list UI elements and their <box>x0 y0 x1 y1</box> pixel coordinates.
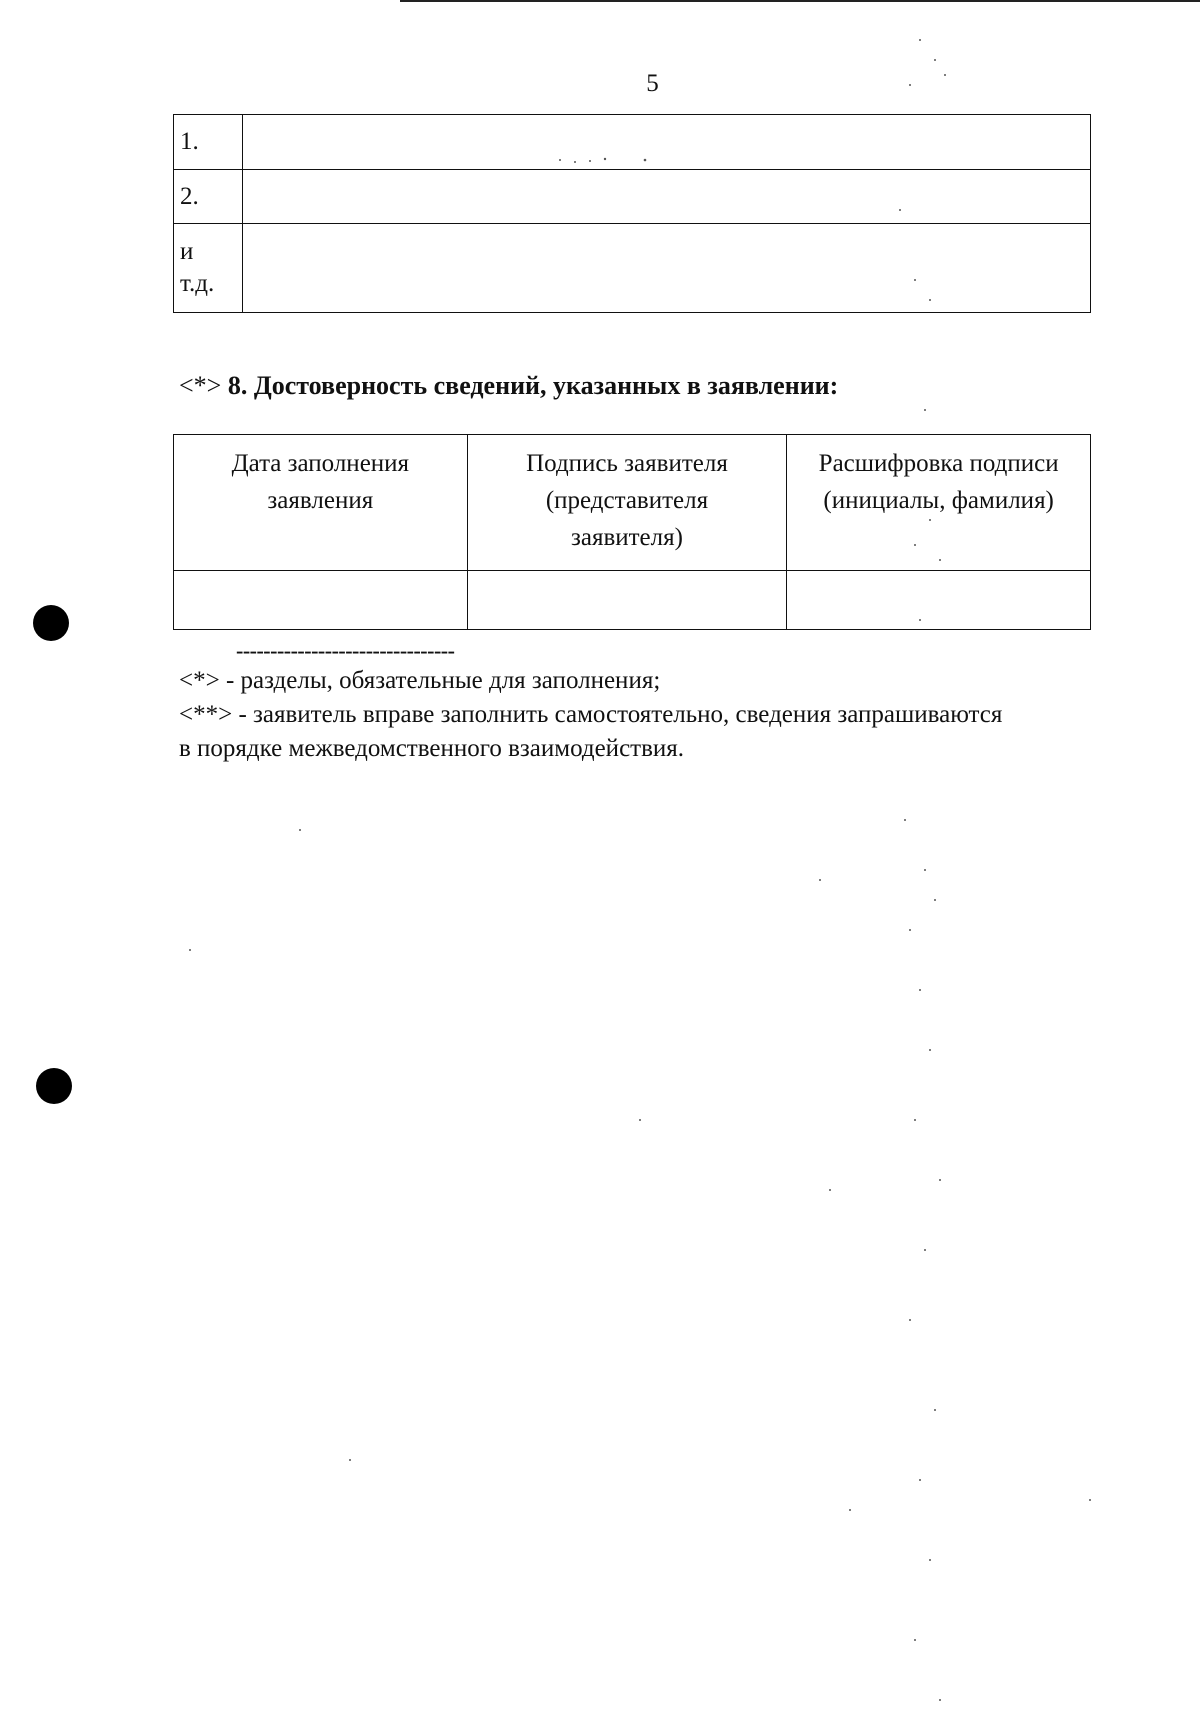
footnote-interagency-line: в порядке межведомственного взаимодействия. <box>179 735 685 762</box>
row-number-line: и <box>180 238 194 265</box>
items-table <box>173 114 1091 313</box>
fill-date-header <box>174 435 468 571</box>
table-row <box>174 224 1091 313</box>
header-line: заявления <box>267 487 374 514</box>
table-row <box>174 115 1091 170</box>
signature-table-header <box>174 435 1091 571</box>
footnotes <box>179 664 1139 766</box>
header-line: Подпись заявителя <box>526 450 728 477</box>
row-content-cell <box>243 170 1091 224</box>
footnote-required: <*> - разделы, обязательные для заполнения; <box>179 667 661 694</box>
signature-table <box>173 434 1091 630</box>
applicant-signature-cell[interactable] <box>467 571 787 630</box>
signature-entry-row <box>174 571 1091 630</box>
footnote-separator: -------------------------------- <box>236 638 455 663</box>
required-marker: <*> <box>179 371 222 400</box>
header-line: заявителя) <box>570 524 683 551</box>
page-number: 5 <box>646 70 659 97</box>
section-heading <box>179 371 838 401</box>
signature-decoding-cell[interactable] <box>787 571 1091 630</box>
row-number: 2. <box>174 170 243 224</box>
footnote-interagency-line: <**> - заявитель вправе заполнить самостоятельно, сведения запрашиваются <box>179 701 1003 728</box>
section-title: 8. Достоверность сведений, указанных в заявлении: <box>227 371 839 400</box>
applicant-signature-header <box>467 435 787 571</box>
punch-hole <box>36 1068 72 1104</box>
signature-decoding-header <box>787 435 1091 571</box>
row-content-cell <box>243 224 1091 313</box>
punch-hole <box>33 605 69 641</box>
header-line: (инициалы, фамилия) <box>823 487 1054 514</box>
header-line: Дата заполнения <box>231 450 410 477</box>
header-line: Расшифровка подписи <box>818 450 1059 477</box>
row-number <box>174 224 243 313</box>
fill-date-cell[interactable] <box>174 571 468 630</box>
scan-top-edge <box>400 0 1200 2</box>
table-row <box>174 170 1091 224</box>
row-number: 1. <box>174 115 243 170</box>
header-line: (представителя <box>545 487 709 514</box>
row-number-line: т.д. <box>180 270 215 297</box>
row-content-cell <box>243 115 1091 170</box>
